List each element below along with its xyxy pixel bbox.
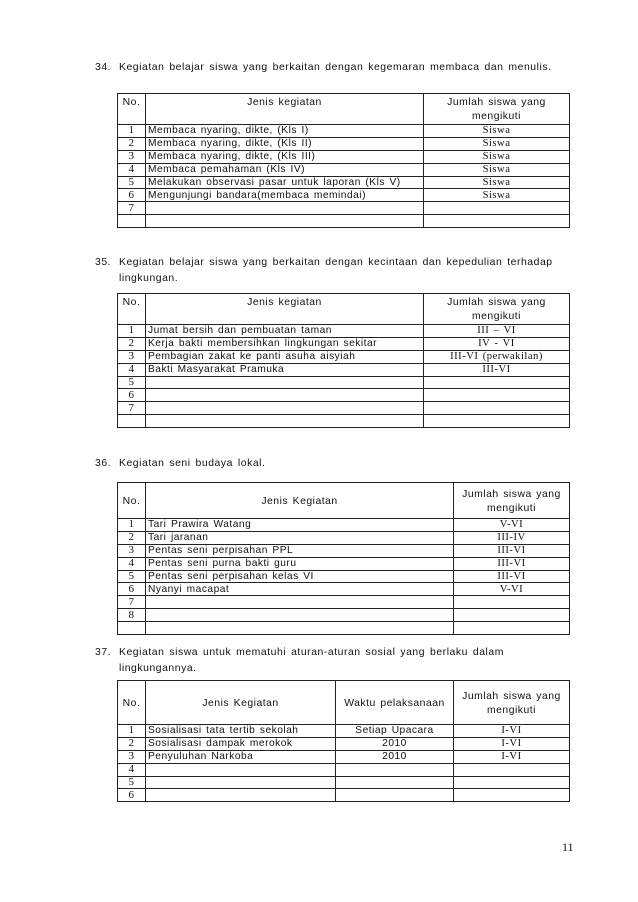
cell-jumlah: IV - VI	[424, 337, 570, 350]
cell-jumlah	[454, 789, 570, 802]
cell-jumlah	[454, 596, 570, 609]
cell-no	[118, 215, 146, 228]
table-37	[117, 680, 570, 802]
cell-waktu: 2010	[336, 750, 454, 763]
question-number: 35.	[95, 257, 112, 268]
cell-jenis	[146, 402, 424, 415]
cell-no: 5	[118, 176, 146, 189]
cell-jumlah	[454, 622, 570, 635]
cell-jumlah: III – VI	[424, 325, 570, 338]
cell-jumlah: III-VI	[454, 557, 570, 570]
cell-no: 1	[118, 125, 146, 138]
cell-jenis	[146, 789, 336, 802]
cell-jumlah: V-VI	[454, 519, 570, 532]
cell-jenis: Sosialisasi dampak merokok	[146, 737, 336, 750]
table-row	[118, 325, 570, 338]
cell-jenis	[146, 202, 424, 215]
cell-no: 5	[118, 776, 146, 789]
question-36	[95, 456, 575, 472]
cell-jenis: Membaca nyaring, dikte, (Kls III)	[146, 150, 424, 163]
cell-jenis: Pentas seni perpisahan PPL	[146, 544, 454, 557]
table-row	[118, 750, 570, 763]
cell-no: 3	[118, 150, 146, 163]
table-row	[118, 125, 570, 138]
cell-jenis	[146, 609, 454, 622]
cell-no: 4	[118, 557, 146, 570]
cell-waktu	[336, 789, 454, 802]
cell-jumlah: III-VI	[454, 570, 570, 583]
cell-jenis	[146, 622, 454, 635]
cell-jumlah: Siswa	[424, 189, 570, 202]
cell-jumlah	[424, 376, 570, 389]
cell-jenis: Pentas seni purna bakti guru	[146, 557, 454, 570]
table-row	[118, 163, 570, 176]
cell-no: 7	[118, 402, 146, 415]
cell-no: 6	[118, 789, 146, 802]
table-row	[118, 622, 570, 635]
cell-jenis: Membaca nyaring, dikte, (Kls II)	[146, 137, 424, 150]
cell-waktu: 2010	[336, 737, 454, 750]
cell-jenis: Tari Prawira Watang	[146, 519, 454, 532]
cell-waktu	[336, 776, 454, 789]
cell-jumlah: I-VI	[454, 725, 570, 738]
cell-no: 2	[118, 531, 146, 544]
page-number: 11	[562, 840, 574, 854]
cell-jenis: Jumat bersih dan pembuatan taman	[146, 325, 424, 338]
cell-jenis: Bakti Masyarakat Pramuka	[146, 363, 424, 376]
cell-no: 3	[118, 350, 146, 363]
cell-jumlah: III-VI	[424, 363, 570, 376]
cell-no: 8	[118, 609, 146, 622]
table-row	[118, 609, 570, 622]
cell-no: 5	[118, 376, 146, 389]
question-35	[95, 255, 575, 287]
table-header-row	[118, 483, 570, 519]
cell-no: 4	[118, 163, 146, 176]
cell-jenis: Membaca pemahaman (Kls IV)	[146, 163, 424, 176]
header-jumlah: Jumlah siswa yang mengikuti	[424, 294, 570, 325]
table-header-row	[118, 681, 570, 725]
header-jenis: Jenis kegiatan	[146, 94, 424, 125]
table-row	[118, 415, 570, 428]
cell-jenis	[146, 596, 454, 609]
cell-no	[118, 622, 146, 635]
table-row	[118, 570, 570, 583]
question-text: Kegiatan belajar siswa yang berkaitan dengan kecintaan dan kepedulian terhadap	[119, 257, 553, 268]
table-row	[118, 337, 570, 350]
table-row	[118, 519, 570, 532]
cell-no: 4	[118, 763, 146, 776]
question-number: 37.	[95, 647, 112, 658]
cell-jenis	[146, 389, 424, 402]
cell-jumlah: III-IV	[454, 531, 570, 544]
cell-no: 3	[118, 544, 146, 557]
cell-jenis	[146, 776, 336, 789]
header-jumlah: Jumlah siswa yang mengikuti	[454, 483, 570, 519]
cell-no: 7	[118, 596, 146, 609]
table-row	[118, 763, 570, 776]
cell-jenis: Nyanyi macapat	[146, 583, 454, 596]
cell-jenis	[146, 415, 424, 428]
question-34	[95, 60, 575, 76]
table-row	[118, 402, 570, 415]
cell-jenis: Tari jaranan	[146, 531, 454, 544]
cell-jumlah: III-VI (perwakilan)	[424, 350, 570, 363]
header-no: No.	[118, 483, 146, 519]
header-jenis: Jenis Kegiatan	[146, 483, 454, 519]
table-row	[118, 596, 570, 609]
table-header-row	[118, 94, 570, 125]
cell-jenis: Melakukan observasi pasar untuk laporan (Kls V)	[146, 176, 424, 189]
cell-no: 1	[118, 325, 146, 338]
header-no: No.	[118, 94, 146, 125]
header-no: No.	[118, 681, 146, 725]
table-header-row	[118, 294, 570, 325]
table-row	[118, 544, 570, 557]
table-row	[118, 725, 570, 738]
cell-jumlah	[424, 389, 570, 402]
table-35	[117, 293, 570, 428]
header-no: No.	[118, 294, 146, 325]
question-text: Kegiatan siswa untuk mematuhi aturan-aturan sosial yang berlaku dalam	[119, 647, 504, 658]
cell-no: 7	[118, 202, 146, 215]
cell-jumlah: I-VI	[454, 750, 570, 763]
cell-no	[118, 415, 146, 428]
cell-jumlah	[454, 763, 570, 776]
cell-jenis: Pembagian zakat ke panti asuha aisyiah	[146, 350, 424, 363]
header-jenis: Jenis kegiatan	[146, 294, 424, 325]
table-row	[118, 176, 570, 189]
table-row	[118, 376, 570, 389]
table-row	[118, 350, 570, 363]
cell-jenis: Mengunjungi bandara(membaca memindai)	[146, 189, 424, 202]
cell-no: 5	[118, 570, 146, 583]
question-text: Kegiatan belajar siswa yang berkaitan dengan kegemaran membaca dan menulis.	[119, 62, 552, 73]
cell-jenis: Kerja bakti membersihkan lingkungan sekitar	[146, 337, 424, 350]
cell-jenis	[146, 376, 424, 389]
cell-jumlah	[424, 402, 570, 415]
cell-jumlah	[424, 415, 570, 428]
table-36	[117, 482, 570, 635]
cell-jumlah: I-VI	[454, 737, 570, 750]
cell-jenis: Pentas seni perpisahan kelas VI	[146, 570, 454, 583]
question-number: 36.	[95, 458, 112, 469]
table-row	[118, 776, 570, 789]
table-row	[118, 557, 570, 570]
table-row	[118, 789, 570, 802]
cell-no: 1	[118, 519, 146, 532]
cell-jumlah	[454, 776, 570, 789]
header-jenis: Jenis Kegiatan	[146, 681, 336, 725]
cell-no: 6	[118, 389, 146, 402]
table-row	[118, 150, 570, 163]
table-row	[118, 215, 570, 228]
cell-waktu	[336, 763, 454, 776]
question-text-cont: lingkungan.	[119, 273, 179, 284]
header-waktu: Waktu pelaksanaan	[336, 681, 454, 725]
cell-no: 2	[118, 137, 146, 150]
cell-jumlah: Siswa	[424, 176, 570, 189]
cell-jumlah	[454, 609, 570, 622]
table-row	[118, 737, 570, 750]
cell-jenis: Membaca nyaring, dikte, (Kls I)	[146, 125, 424, 138]
cell-no: 3	[118, 750, 146, 763]
cell-jumlah: Siswa	[424, 137, 570, 150]
cell-jumlah: V-VI	[454, 583, 570, 596]
cell-waktu: Setiap Upacara	[336, 725, 454, 738]
cell-no: 2	[118, 337, 146, 350]
table-row	[118, 531, 570, 544]
cell-jenis: Sosialisasi tata tertib sekolah	[146, 725, 336, 738]
table-row	[118, 189, 570, 202]
cell-jumlah: III-VI	[454, 544, 570, 557]
header-jumlah: Jumlah siswa yang mengikuti	[454, 681, 570, 725]
header-jumlah: Jumlah siswa yang mengikuti	[424, 94, 570, 125]
table-row	[118, 202, 570, 215]
table-34	[117, 93, 570, 228]
cell-jumlah: Siswa	[424, 163, 570, 176]
cell-jenis	[146, 763, 336, 776]
cell-no: 6	[118, 583, 146, 596]
question-37	[95, 645, 575, 677]
cell-jumlah	[424, 215, 570, 228]
cell-jenis: Penyuluhan Narkoba	[146, 750, 336, 763]
cell-no: 2	[118, 737, 146, 750]
cell-no: 6	[118, 189, 146, 202]
cell-jenis	[146, 215, 424, 228]
cell-jumlah: Siswa	[424, 150, 570, 163]
cell-no: 1	[118, 725, 146, 738]
table-row	[118, 583, 570, 596]
question-text-cont: lingkungannya.	[119, 663, 197, 674]
table-row	[118, 137, 570, 150]
cell-jumlah: Siswa	[424, 125, 570, 138]
cell-no: 4	[118, 363, 146, 376]
question-number: 34.	[95, 62, 112, 73]
table-row	[118, 363, 570, 376]
table-row	[118, 389, 570, 402]
question-text: Kegiatan seni budaya lokal.	[119, 458, 266, 469]
cell-jumlah	[424, 202, 570, 215]
